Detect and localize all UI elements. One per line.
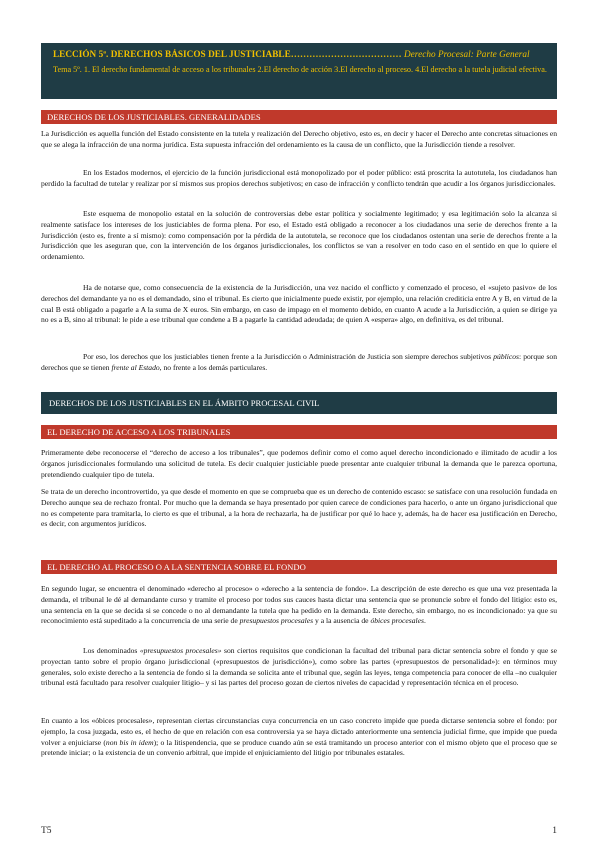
paragraph-derecho-proceso: En segundo lugar, se encuentra el denominado «derecho al proceso» o «derecho a la sentencia de fondo». La descripción de este derecho es que una vez presentada la demanda, el tribunal le dé al demandante curso y tramite el proceso por todos sus cauces hasta dictar una sentencia que se pronuncie sobre el fondo del litigio: esto es, una sentencia en la que se decida si se concede o no al demandante la tutela que ha pedido en la demanda. Este derecho, sin embargo, no es incondicionado: ya que su reconocimiento está supeditado a la concurrencia de una serie de presupuestos procesales y a la ausencia de óbices procesales.: [41, 584, 557, 626]
lesson-header: [41, 43, 557, 99]
lesson-topics: Tema 5º. 1. El derecho fundamental de acceso a los tribunales 2.El derecho de acción 3.El derecho al proceso. 4.El derecho a la tutela judicial efectiva.: [53, 65, 547, 74]
paragraph-acceso: Primeramente debe reconocerse el “derecho de acceso a los tribunales”, que podemos definir como el como aquel derecho incondicionado e ilimitado de acudir a los órganos jurisdiccionales formulando una solicitud de tutela. Es decir cualquier justiciable puede presentar ante cualquier tribunal la demanda que le parezca oportuna, pretendiendo cualquier tipo de tutela.: [41, 448, 557, 479]
course-subtitle: Derecho Procesal: Parte General: [403, 49, 530, 59]
paragraph-sujeto-pasivo: Ha de notarse que, como consecuencia de la existencia de la Jurisdicción, una vez nacido el conflicto y comenzado el proceso, el «sujeto pasivo» de los derechos del demandante ya no es el demandado, sino el tribunal. Es cierto que inicialmente puede existir, por ejemplo, una relación crediticia entre A y B, en virtud de la cual B está obligado a pagarle a A la suma de X euros. Sin embargo, en caso de impago en el momento debido, en cuanto A acude a la Jurisdicción, a quien se dirige ya no es a B, sino al tribunal: le pide a ese tribunal que condene a B a pagarle la cantidad adeudada; de quien A «espera» algo, en definitiva, es del tribunal.: [41, 283, 557, 325]
paragraph-jurisdiccion: La Jurisdicción es aquella función del Estado consistente en la tutela y realización del Derecho objetivo, esto es, en decir y hacer el Derecho ante concretas situaciones en que se alega la infracción de una norma jurídica. Esta supuesta infracción del ordenamiento es la causa de un conflicto, que la Jurisdicción tiende a resolver.: [41, 129, 557, 149]
footer-topic-label: T5: [41, 826, 52, 836]
section-heading-procesal-civil: DERECHOS DE LOS JUSTICIABLES EN EL ÁMBITO PROCESAL CIVIL: [41, 392, 557, 414]
section-heading-generalidades: DERECHOS DE LOS JUSTICIABLES. GENERALIDADES: [41, 110, 557, 124]
paragraph-presupuestos: Los denominados «presupuestos procesales» son ciertos requisitos que condicionan la facultad del tribunal para dictar sentencia sobre el fondo y que se proyectan tanto sobre el propio órgano jurisdiccional («presupuestos de jurisdicción»), como sobre las partes («presupuestos de personalidad»): en términos muy generales, solo existe derecho a la sentencia de fondo si la demanda se solicita ante el tribunal que, según las leyes, tenga competencia para conocer de ella –no cualquier tribunal está facultado para resolver cualquier litigio– y si las partes del proceso gozan de ciertos niveles de capacidad y representación técnica en el proceso.: [41, 646, 558, 688]
paragraph-incontrovertido: Se trata de un derecho incontrovertido, ya que desde el momento en que se comprueba que es un derecho de contenido escaso: se satisface con una resolución fundada en Derecho aunque sea de rechazo frontal. Por mucho que la demanda se haya presentado por quien carece de condiciones para hacerlo, o ante un órgano jurisdiccional que no es competente para tramitarla, lo cierto es que el tribunal, a la hora de rechazarla, ha de justificar por qué lo hace y, además, ha de hacer esa justificación en Derecho, es decir, con argumentos jurídicos.: [41, 487, 557, 529]
lesson-title: LECCIÓN 5ª. DERECHOS BÁSICOS DEL JUSTICIABLE……………………………… Derecho Procesal: Parte General: [53, 49, 530, 59]
paragraph-obices: En cuanto a los «óbices procesales», representan ciertas circunstancias cuya concurrencia en un caso concreto impide que pueda dictarse sentencia sobre el fondo: por ejemplo, la cosa juzgada, esto es, el hecho de que en relación con esa controversia ya se haya dictado anteriormente una sentencia judicial firme, que impide que pueda volver a enjuiciarse (non bis in idem); o la litispendencia, que se produce cuando aún se está tramitando un proceso anterior con el mismo objeto que el proceso que se pretende iniciar; o la existencia de un convenio arbitral, que impide el enjuiciamiento del litigio por tribunales estatales.: [41, 716, 557, 758]
page-number: 1: [552, 826, 557, 836]
section-heading-proceso: EL DERECHO AL PROCESO O A LA SENTENCIA SOBRE EL FONDO: [41, 560, 557, 574]
paragraph-derechos-publicos: Por eso, los derechos que los justiciables tienen frente a la Jurisdicción o Administración de Justicia son siempre derechos subjetivos públicos: porque son derechos que se tienen frente al Estado, no frente a los demás particulares.: [41, 352, 558, 372]
paragraph-estados-modernos: En los Estados modernos, el ejercicio de la función jurisdiccional está monopolizado por el poder público: está proscrita la autotutela, los ciudadanos han perdido la facultad de tutelar y realizar por sí mismos sus propios derechos subjetivos; en caso de infracción y conflicto tendrán que acudir a los órganos jurisdiccionales.: [41, 168, 557, 188]
paragraph-monopolio: Este esquema de monopolio estatal en la solución de controversias debe estar política y socialmente legitimado; y esa legitimación solo la alcanza si realmente satisface los intereses de los justiciables de forma plena. Por eso, el Estado está obligado a reconocer a los ciudadanos una serie de derechos frente a la Jurisdicción (esto es, frente a sí mismo): como compensación por la pérdida de la autotutela, se reconoce que los ciudadanos ostentan una serie de derechos frente a la Jurisdicción que les aseguran que, con la intervención de los órganos jurisdiccionales, los conflictos se van a resolver en todo caso en el sentido en que lo quiere el ordenamiento.: [41, 209, 557, 262]
section-heading-acceso: EL DERECHO DE ACCESO A LOS TRIBUNALES: [41, 425, 557, 439]
